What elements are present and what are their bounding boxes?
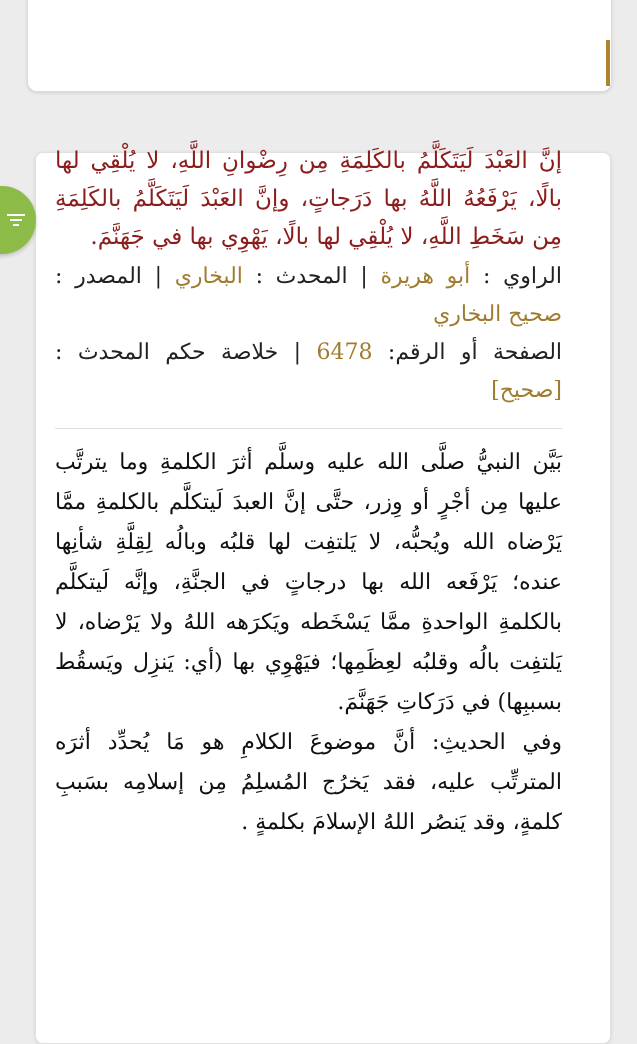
verdict-link[interactable]: [صحيح]: [491, 378, 562, 403]
hadith-meta: [55, 258, 562, 410]
source-link[interactable]: صحيح البخاري: [433, 302, 562, 327]
muhaddith-label: المحدث :: [255, 264, 348, 289]
muhaddith-link[interactable]: البخاري: [174, 264, 243, 289]
explanation-paragraph-1: بَيَّن النبيُّ صلَّى الله عليه وسلَّم أثرَ الكلمةِ وما يترتَّب عليها مِن أجْرٍ أو وِزر، حتَّى إنَّ العبدَ لَيتكلَّم بالكلمةِ ممَّا يَرْضاه الله ويُحبُّه، لا يَلتفِت لها قلبُه وبالُه لِقِلَّةِ شأنِها عنده؛ يَرْفَعه الله بها درجاتٍ في الجنَّةِ، وإنَّه لَيتكلَّم بالكلمةِ الواحدةِ ممَّا يَسْخَطه ويَكرَهه اللهُ ولا يَرْضاه، لا يَلتفِت بالُه وقلبُه لعِظَمِها؛ فيَهْوِي بها (أي: يَنزِل ويَسقُط بسببِها) في دَرَكاتِ جَهَنَّمَ.: [55, 450, 562, 715]
filter-button[interactable]: [0, 186, 36, 254]
source-label: المصدر :: [55, 264, 142, 289]
verdict-label: خلاصة حكم المحدث :: [55, 340, 279, 365]
hadith-text[interactable]: إنَّ العَبْدَ لَيَتَكَلَّمُ بالكَلِمَةِ مِن رِضْوانِ اللَّهِ، لا يُلْقِي لها بالًا، يَرْفَعُهُ اللَّهُ بها دَرَجاتٍ، وإنَّ العَبْدَ لَيَتَكَلَّمُ بالكَلِمَةِ مِن سَخَطِ اللَّهِ، لا يُلْقِي لها بالًا، يَهْوِي بها في جَهَنَّمَ.: [55, 148, 562, 250]
explanation-paragraph-2: وفي الحديثِ: أنَّ موضوعَ الكلامِ هو مَا يُحدِّد أثرَه المترتِّب عليه، فقد يَخرُج المُسلِمُ مِن إسلامِه بسَببِ كلمةٍ، وقد يَنصُر اللهُ الإسلامَ بكلمةٍ .: [55, 730, 562, 835]
separator: |: [293, 340, 302, 365]
filter-icon: [7, 213, 25, 227]
separator: |: [360, 264, 368, 289]
hadith-content: [55, 142, 562, 843]
accent-bar: [606, 40, 610, 86]
page-number[interactable]: 6478: [316, 340, 373, 365]
page-label: الصفحة أو الرقم:: [387, 340, 563, 365]
previous-card: [27, 0, 612, 92]
narrator-link[interactable]: أبو هريرة: [380, 264, 471, 289]
separator: |: [154, 264, 162, 289]
narrator-label: الراوي :: [482, 264, 562, 289]
divider: [55, 428, 562, 429]
